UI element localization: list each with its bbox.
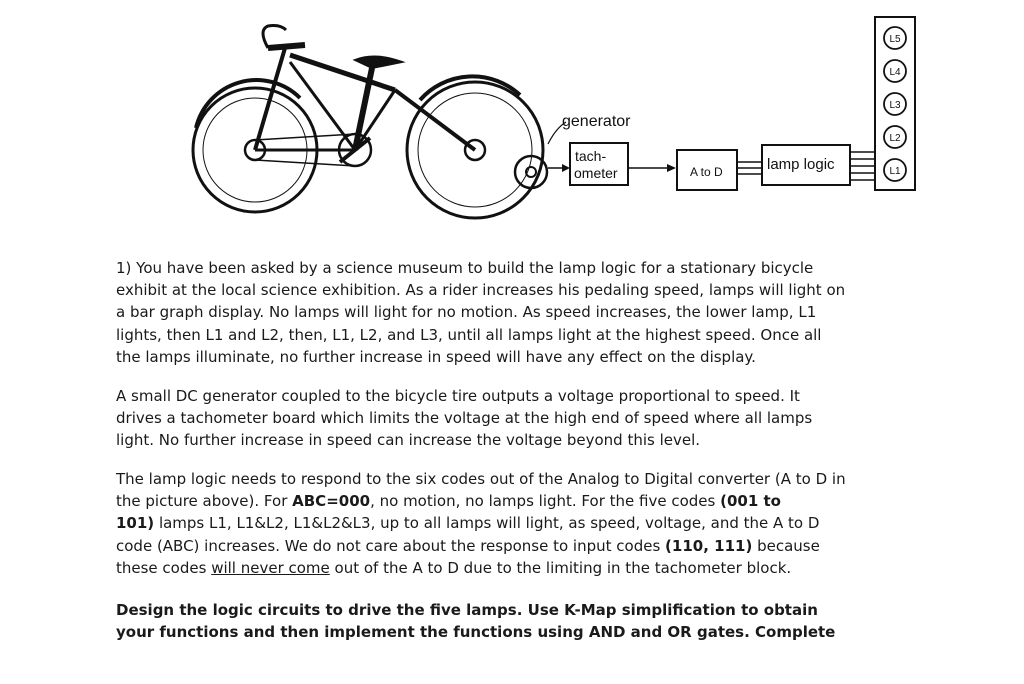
text-line: lights, then L1 and L2, then, L1, L2, and L3, until all lamps light at the highest speed. Once all [116,325,822,344]
tachometer-label-line2: ometer [574,165,618,181]
code-abc-000: ABC=000 [292,492,371,511]
lamp-l5-label: L5 [889,34,901,45]
lamp-l3 [884,93,906,115]
bicycle-drawing [193,26,543,219]
lamp-logic-paragraph [116,468,916,579]
tachometer-label-line1: tach- [575,148,607,164]
text-line: your functions and then implement the functions using AND and OR gates. Complete [116,623,836,642]
text-line: The lamp logic needs to respond to the six codes out of the Analog to Digital converter (A to D in [116,470,846,488]
text-line: exhibit at the local science exhibition. As a rider increases his pedaling speed, lamps will light on [116,281,846,300]
text-line: 101) lamps L1, L1&L2, L1&L2&L3, up to all lamps will light, as speed, voltage, and the A to D [116,514,820,533]
text-line: A small DC generator coupled to the bicycle tire outputs a voltage proportional to speed. It [116,387,800,405]
lamp-l1 [884,159,906,181]
lamp-l4-label: L4 [889,67,901,78]
generator-label: generator [562,113,631,130]
text-line: Design the logic circuits to drive the five lamps. Use K-Map simplification to obtain [116,601,818,619]
generator-paragraph [116,385,916,452]
text-line: code (ABC) increases. We do not care about the response to input codes (110, 111) because [116,536,820,555]
lamp-l3-label: L3 [889,100,901,111]
task-instructions-paragraph [116,599,916,643]
dont-care-codes: (110, 111) [665,536,753,555]
text-line: 1) You have been asked by a science museum to build the lamp logic for a stationary bicycle [116,259,814,277]
problem-intro-paragraph [116,257,916,368]
lamp-l2-label: L2 [889,133,901,144]
code-range-start: (001 to [720,492,781,511]
text-line: the lamps illuminate, no further increase in speed will have any effect on the display. [116,347,756,366]
lamp-logic-label: lamp logic [767,156,835,173]
text-line: drives a tachometer board which limits the voltage at the high end of speed where all lamps [116,409,813,428]
lamp-l1-label: L1 [889,166,901,177]
lamp-l5 [884,27,906,49]
atod-label: A to D [690,165,723,179]
text-line: these codes will never come out of the A to D due to the limiting in the tachometer block. [116,558,792,577]
lamp-l2 [884,126,906,148]
text-line: light. No further increase in speed can increase the voltage beyond this level. [116,431,701,450]
text-line: the picture above). For ABC=000, no motion, no lamps light. For the five codes (001 to [116,492,781,511]
code-range-end: 101) [116,514,155,533]
text-line: a bar graph display. No lamps will light for no motion. As speed increases, the lower lamp, L1 [116,303,817,322]
underlined-phrase: will never come [211,558,330,577]
bicycle-lamp-diagram [0,0,1024,230]
lamp-l4 [884,60,906,82]
